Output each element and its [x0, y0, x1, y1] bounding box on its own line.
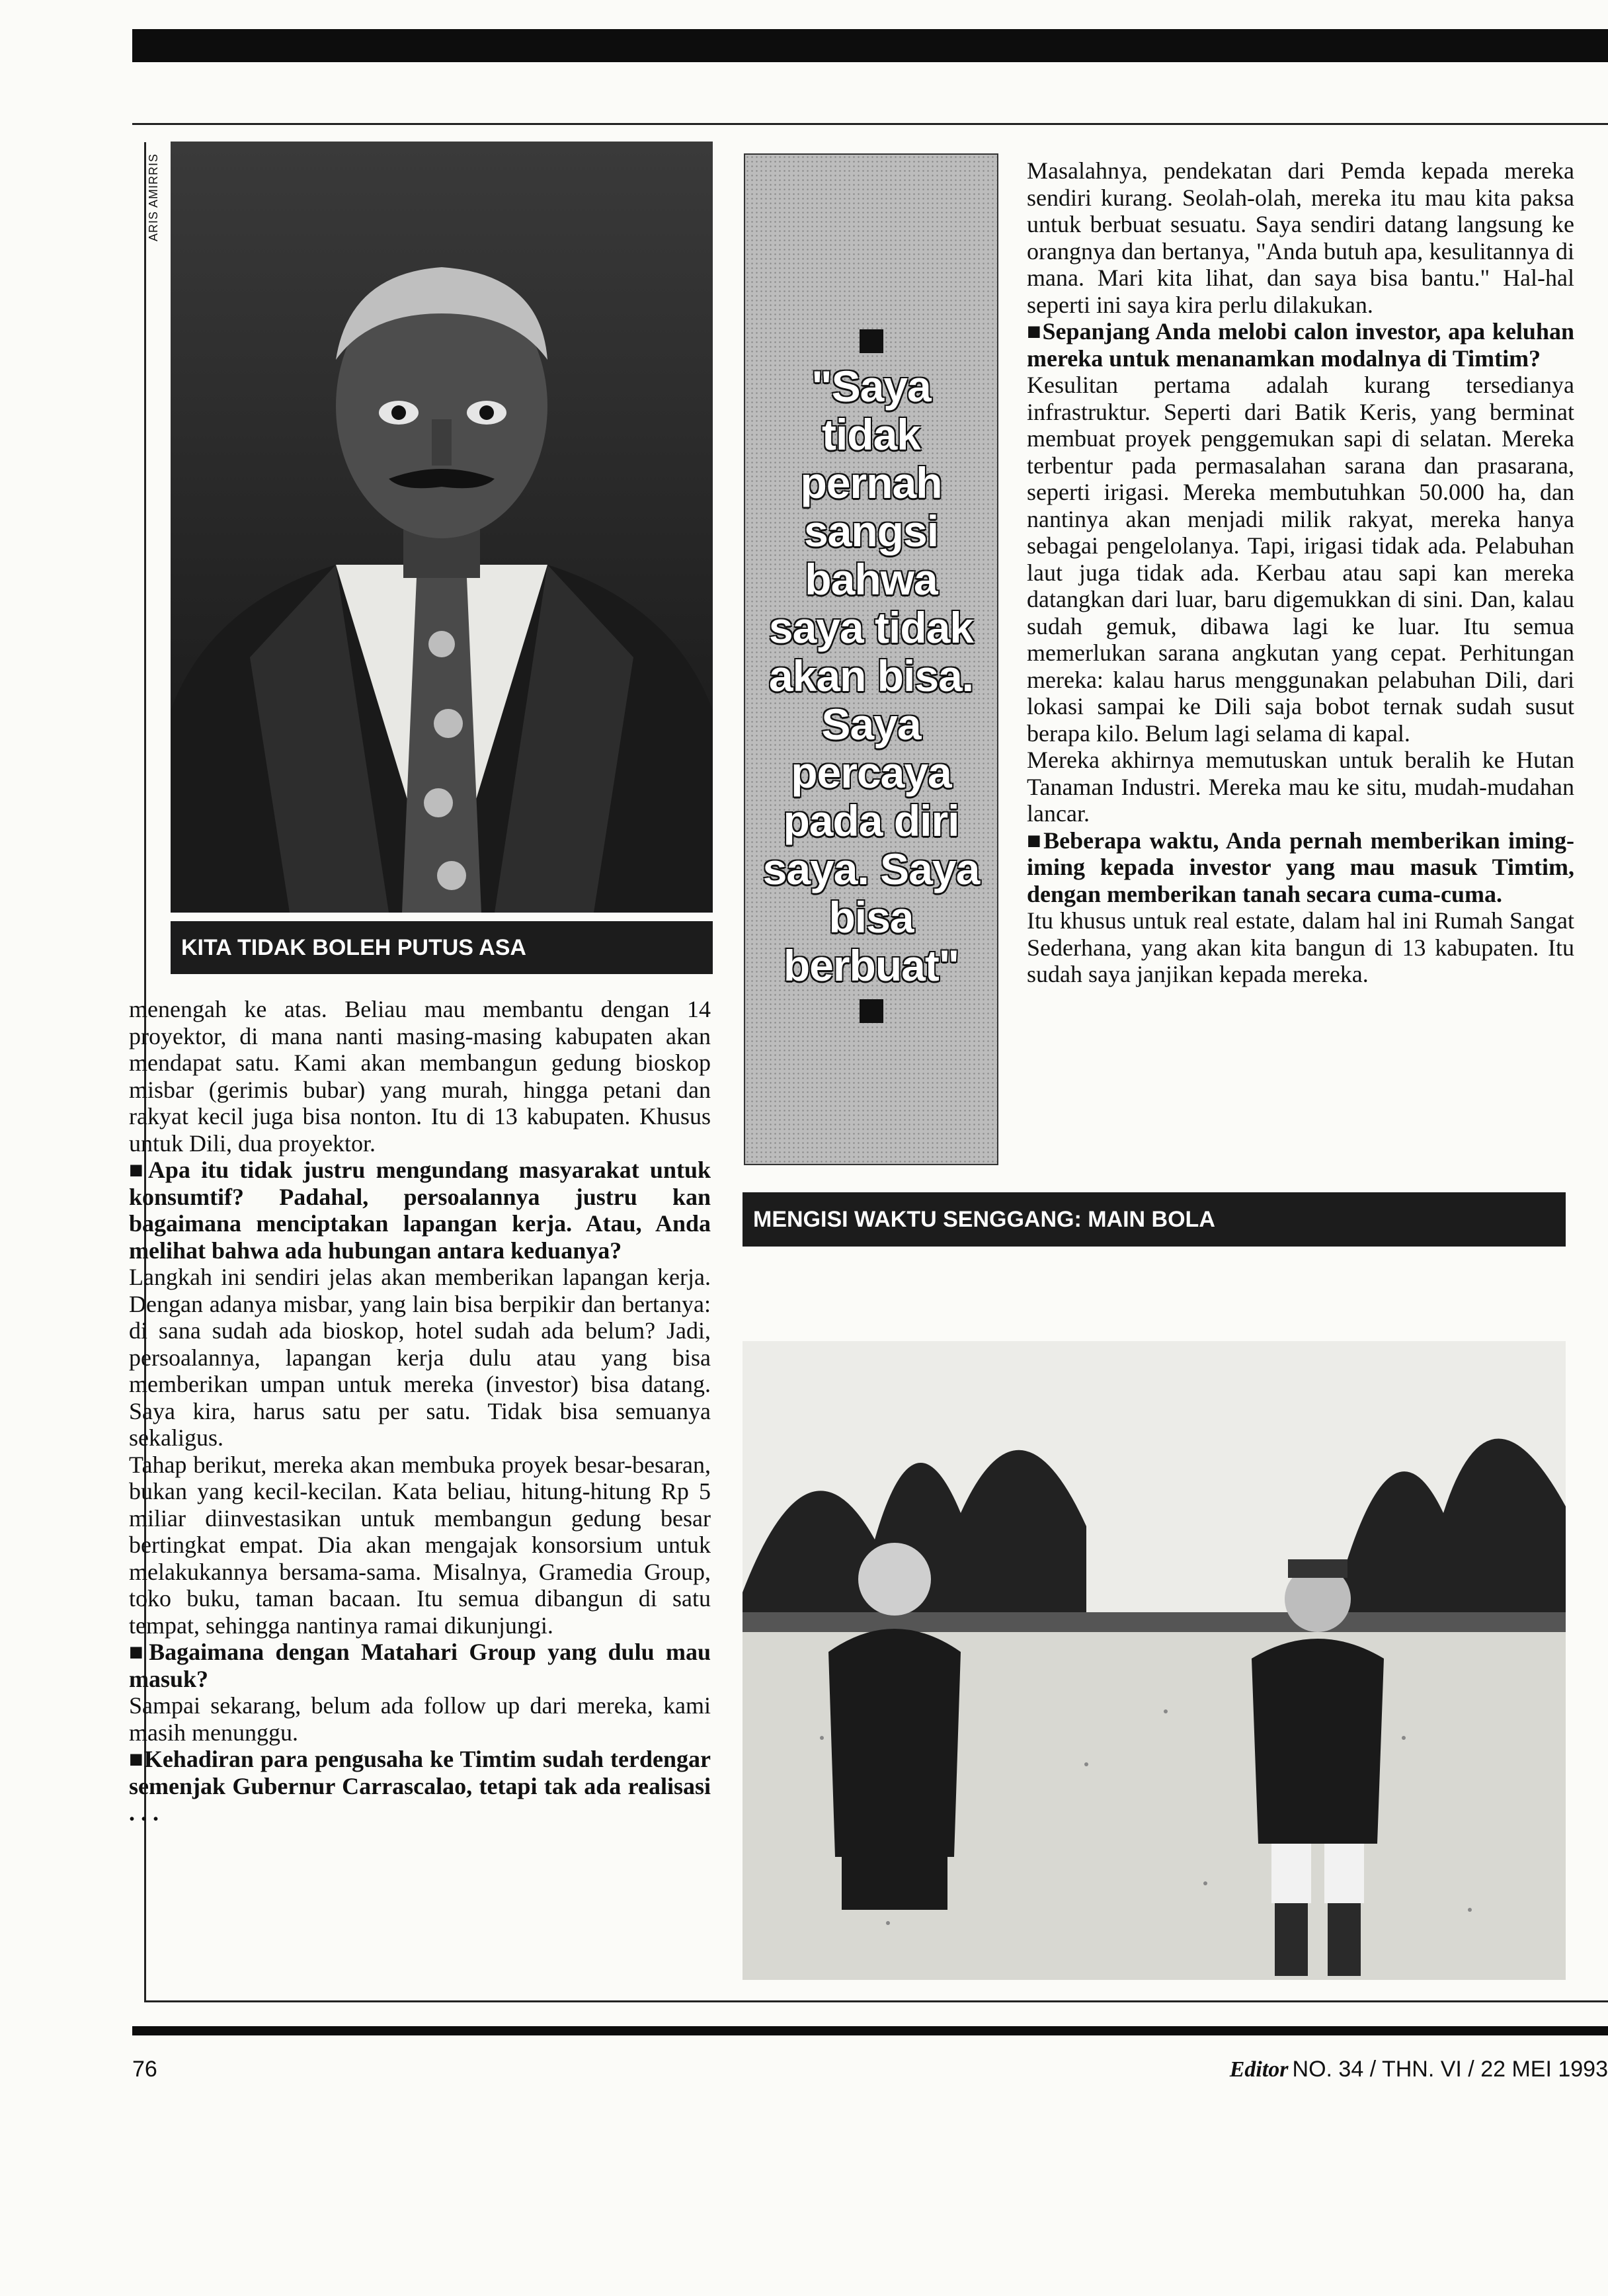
page-number: 76	[132, 2057, 157, 2082]
issue-info	[1230, 2057, 1608, 2082]
bottom-bar	[132, 2026, 1608, 2035]
portrait-photo	[171, 142, 713, 913]
square-bullet-icon	[860, 999, 883, 1023]
interview-question: ■ Sepanjang Anda melobi calon investor, apa keluhan mereka untuk menanamkan modalnya di Timtim?	[1027, 318, 1574, 372]
paragraph: Tahap berikut, mereka akan membuka proyek besar-besaran, bukan yang kecil-kecilan. Kata beliau, hitung-hitung Rp 5 miliar diinvestasikan untuk membangun gedung besar bertingkat empat. Dia akan mengajak konsorsium untuk melakukannya bersama-sama. Misalnya, Gramedia Group, toko buku, taman bacaan. Itu semua dibangun di satu tempat, sehingga nantinya ramai dikunjungi.	[129, 1451, 711, 1639]
interview-question: ■ Beberapa waktu, Anda pernah memberikan iming-iming kepada investor yang mau masuk Timtim, dengan memberikan tanah secara cuma-cuma.	[1027, 827, 1574, 908]
paragraph: Langkah ini sendiri jelas akan memberikan lapangan kerja. Dengan adanya misbar, yang lain bisa berpikir dan bertanya: di sana sudah ada bioskop, hotel sudah ada belum? Jadi, persoalannya, lapangan kerja dulu atau yang bisa memberikan umpan untuk mereka (investor) bisa datang. Saya kira, harus satu per satu. Tidak bisa semuanya sekaligus.	[129, 1264, 711, 1451]
interview-question: ■ Apa itu tidak justru mengundang masyarakat untuk konsumtif? Padahal, persoalannya justru kan bagaimana menciptakan lapangan kerja. Atau, Anda melihat bahwa ada hubungan antara keduanya?	[129, 1157, 711, 1264]
paragraph: Sampai sekarang, belum ada follow up dari mereka, kami masih menunggu.	[129, 1692, 711, 1746]
header-rule	[132, 123, 1608, 125]
field-photo-caption: MENGISI WAKTU SENGGANG: MAIN BOLA	[743, 1192, 1566, 1247]
portrait-caption: KITA TIDAK BOLEH PUTUS ASA	[171, 921, 713, 974]
pull-quote-text: "Saya tidak pernah sangsi bahwa saya tidak akan bisa. Saya percaya pada diri saya. Saya bisa berbuat"	[762, 362, 980, 990]
paragraph: Mereka akhirnya memutuskan untuk beralih ke Hutan Tanaman Industri. Mereka mau ke situ, mudah-mudahan lancar.	[1027, 747, 1574, 827]
article-column-right	[1027, 157, 1574, 988]
top-bar	[132, 29, 1608, 62]
field-illustration	[743, 1341, 1566, 1980]
portrait-illustration	[171, 142, 713, 913]
interview-question: ■ Kehadiran para pengusaha ke Timtim sudah terdengar semenjak Gubernur Carrascalao, tetapi tak ada realisasi . . .	[129, 1746, 711, 1826]
paragraph: menengah ke atas. Beliau mau membantu dengan 14 proyektor, di mana nanti masing-masing kabupaten akan mendapat satu. Kami akan membangun gedung bioskop misbar (gerimis bubar) yang murah, hingga petani dan rakyat kecil juga bisa nonton. Itu di 13 kabupaten. Khusus untuk Dili, dua proyektor.	[129, 996, 711, 1157]
pull-quote-box	[744, 153, 998, 1165]
square-bullet-icon	[860, 329, 883, 353]
magazine-brand: Editor	[1229, 2057, 1289, 2082]
photo-credit: ARIS AMIRRIS	[147, 153, 160, 242]
paragraph: Masalahnya, pendekatan dari Pemda kepada mereka sendiri kurang. Seolah-olah, mereka itu mau kita paksa untuk berbuat sesuatu. Saya sendiri datang langsung ke orangnya dan bertanya, "Anda butuh apa, kesulitannya di mana. Mari kita lihat, dan saya bisa bantu." Hal-hal seperti ini saya kira perlu dilakukan.	[1027, 157, 1574, 318]
article-column-left	[129, 996, 711, 1826]
interview-question: ■ Bagaimana dengan Matahari Group yang dulu mau masuk?	[129, 1639, 711, 1692]
paragraph: Itu khusus untuk real estate, dalam hal ini Rumah Sangat Sederhana, yang akan kita bangun di 13 kabupaten. Itu sudah saya janjikan kepada mereka.	[1027, 907, 1574, 987]
issue-text: NO. 34 / THN. VI / 22 MEI 1993	[1292, 2057, 1608, 2082]
paragraph: Kesulitan pertama adalah kurang tersedianya infrastruktur. Seperti dari Batik Keris, yang berminat membuat proyek penggemukan sapi di selatan. Mereka terbentur pada permasalahan sarana dan prasarana, seperti irigasi. Mereka membutuhkan 50.000 ha, dan nantinya akan menjadi milik rakyat, mereka hanya sebagai pengelolanya. Tapi, irigasi tidak ada. Pelabuhan laut juga tidak ada. Kerbau atau sapi kan mereka datangkan dari luar, baru digemukkan di sini. Dan, kalau sudah gemuk, dibawa lagi ke luar. Itu semua memerlukan sarana angkutan yang cepat. Perhitungan mereka: kalau harus menggunakan pelabuhan Dili, dari lokasi sampai ke Dili saja bobot ternak sudah susut berapa kilo. Belum lagi selama di kapal.	[1027, 372, 1574, 747]
football-field-photo	[743, 1341, 1566, 1980]
